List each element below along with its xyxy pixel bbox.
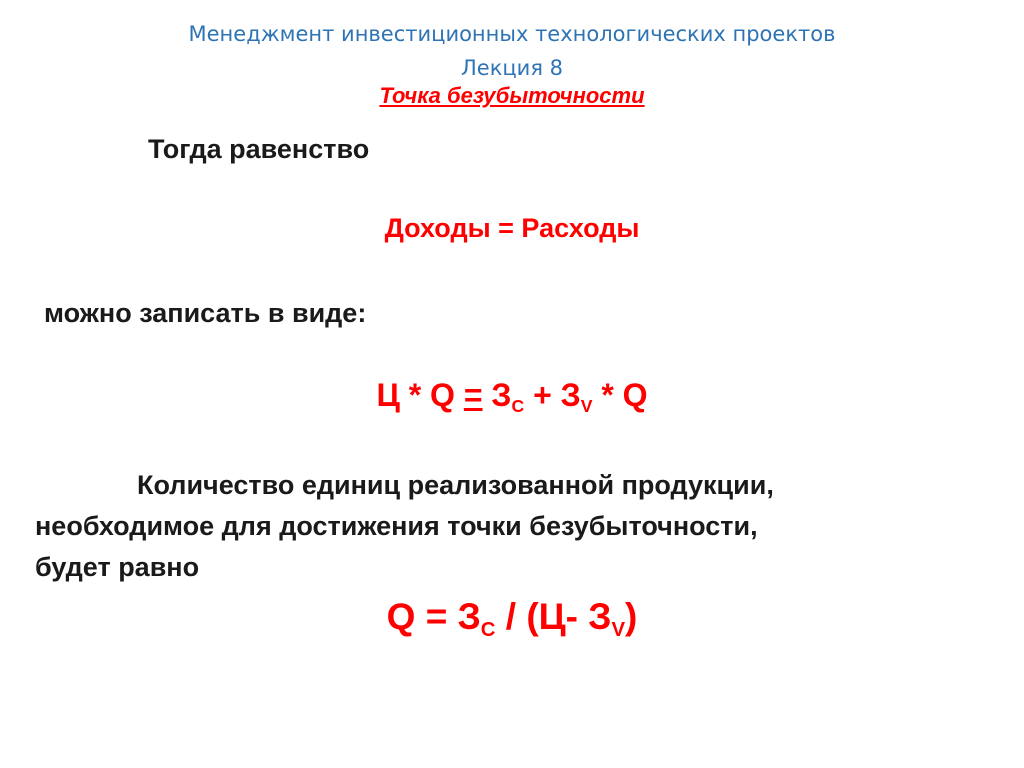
course-title: Менеджмент инвестиционных технологических проектов xyxy=(188,22,836,46)
equation-2-equals: = xyxy=(463,377,483,413)
conclusion-line-3: будет равно xyxy=(35,552,200,582)
breakeven-quantity-formula xyxy=(0,596,1024,642)
conclusion-line-1: Количество единиц реализованной продукции, xyxy=(137,470,774,500)
income-equals-expenses-equation: Доходы = Расходы xyxy=(384,213,640,243)
equation-2-sub-v: V xyxy=(580,396,593,417)
equation-2-lhs: Ц * Q xyxy=(376,377,464,413)
slide-title: Точка безубыточности xyxy=(379,83,645,108)
equation-2-rest: * Q xyxy=(592,377,648,413)
breakeven-equation xyxy=(0,377,1024,417)
lecture-number: Лекция 8 xyxy=(460,56,563,80)
equation-2-plus-variable: + З xyxy=(524,377,581,413)
transition-text: можно записать в виде: xyxy=(44,298,367,328)
conclusion-paragraph xyxy=(35,465,995,588)
equation-3-lhs: Q = З xyxy=(386,596,481,637)
conclusion-line-2: необходимое для достижения точки безубыточности, xyxy=(35,511,758,541)
equation-2-sub-c: С xyxy=(511,396,525,417)
equation-3-close: ) xyxy=(625,596,638,637)
intro-text: Тогда равенство xyxy=(148,134,370,164)
equation-3-middle: / (Ц- З xyxy=(495,596,612,637)
equation-2-fixed-cost: З xyxy=(482,377,512,413)
equation-3-sub-c: С xyxy=(480,619,496,642)
equation-3-sub-v: V xyxy=(611,619,626,642)
